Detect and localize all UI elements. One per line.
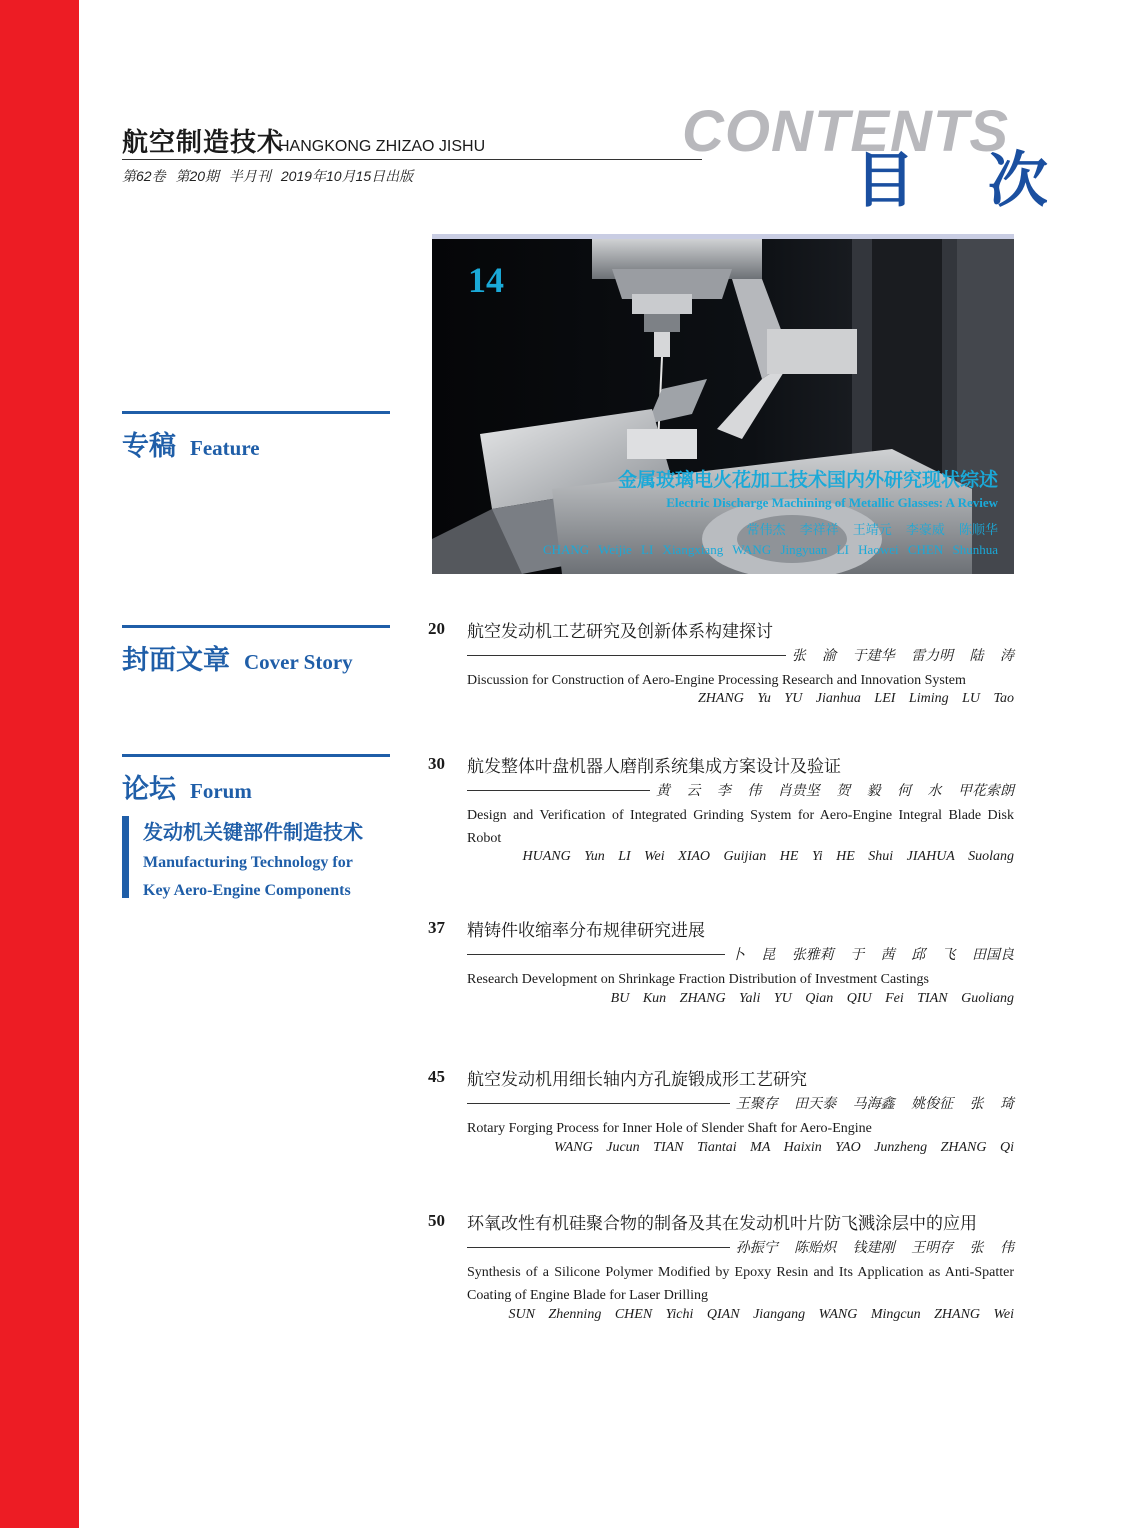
forum-sub-en-2: Key Aero-Engine Components bbox=[143, 882, 351, 899]
leader-line bbox=[467, 1247, 730, 1248]
article-page-number: 30 bbox=[428, 754, 445, 773]
forum-subsection bbox=[122, 816, 363, 898]
section-cover-story bbox=[122, 625, 390, 677]
article-page-number: 45 bbox=[428, 1067, 445, 1086]
section-feature-en: Feature bbox=[190, 436, 260, 460]
cover-authors-cn: 常伟杰 李祥祥 王靖元 李豪威 陈顺华 bbox=[746, 523, 998, 538]
cover-title-en[interactable]: Electric Discharge Machining of Metallic Glasses: A Review bbox=[666, 495, 998, 510]
article-title-cn[interactable]: 环氧改性有机硅聚合物的制备及其在发动机叶片防飞溅涂层中的应用 bbox=[467, 1214, 977, 1234]
red-side-bar bbox=[0, 0, 79, 1528]
cover-image[interactable] bbox=[432, 234, 1014, 574]
article-authors-cn: 孙振宁 陈贻炽 钱建刚 王明存 张 伟 bbox=[735, 1240, 1014, 1256]
leader-line bbox=[467, 954, 725, 955]
article-title-en[interactable]: Design and Verification of Integrated Grinding System for Aero-Engine Integral Blade Disk Robot bbox=[467, 808, 1014, 846]
article-title-en[interactable]: Rotary Forging Process for Inner Hole of Slender Shaft for Aero-Engine bbox=[467, 1121, 872, 1136]
journal-title-pinyin: HANGKONG ZHIZAO JISHU bbox=[278, 138, 486, 155]
article-page-number: 37 bbox=[428, 918, 445, 937]
section-forum-en: Forum bbox=[190, 779, 252, 803]
article-authors-en: ZHANG Yu YU Jianhua LEI Liming LU Tao bbox=[698, 691, 1014, 706]
article-authors-en: SUN Zhenning CHEN Yichi QIAN Jiangang WANG Mingcun ZHANG Wei bbox=[508, 1307, 1014, 1322]
article-title-en[interactable]: Discussion for Construction of Aero-Engine Processing Research and Innovation System bbox=[467, 673, 966, 688]
cover-title-cn[interactable]: 金属玻璃电火花加工技术国内外研究现状综述 bbox=[617, 469, 998, 491]
contents-label: CONTENTS bbox=[682, 99, 1009, 164]
article-authors-en: BU Kun ZHANG Yali YU Qian QIU Fei TIAN Guoliang bbox=[610, 991, 1014, 1006]
forum-sub-cn: 发动机关键部件制造技术 bbox=[143, 820, 363, 844]
article-title-cn[interactable]: 精铸件收缩率分布规律研究进展 bbox=[467, 921, 705, 941]
article-authors-cn: 黄 云 李 伟 肖贵坚 贺 毅 何 水 甲花索朗 bbox=[655, 783, 1014, 799]
article-title-cn[interactable]: 航空发动机用细长轴内方孔旋锻成形工艺研究 bbox=[467, 1070, 807, 1090]
article-title-en[interactable]: Research Development on Shrinkage Fraction Distribution of Investment Castings bbox=[467, 972, 929, 987]
section-feature-cn: 专稿 bbox=[122, 431, 176, 462]
cover-authors-en: CHANG Weijie LI Xiangxiang WANG Jingyuan LI Haowei CHEN Shunhua bbox=[542, 542, 998, 557]
article-page-number: 50 bbox=[428, 1211, 445, 1230]
leader-line bbox=[467, 655, 786, 656]
article-authors-cn: 卜 昆 张雅莉 于 茜 邱 飞 田国良 bbox=[730, 947, 1014, 963]
leader-line bbox=[467, 1103, 730, 1104]
section-forum bbox=[122, 754, 390, 806]
section-cover-story-en: Cover Story bbox=[244, 650, 353, 674]
article-title-en[interactable]: Synthesis of a Silicone Polymer Modified by Epoxy Resin and Its Application as Anti-Spatter Coating of Engine Blade for Laser Drilling bbox=[467, 1265, 1014, 1303]
cover-page-number: 14 bbox=[468, 260, 504, 300]
section-feature bbox=[122, 411, 390, 463]
article-title-cn[interactable]: 航空发动机工艺研究及创新体系构建探讨 bbox=[467, 622, 773, 642]
section-forum-cn: 论坛 bbox=[122, 774, 176, 805]
forum-sub-en-1: Manufacturing Technology for bbox=[143, 854, 353, 871]
masthead-divider bbox=[122, 159, 702, 160]
mulu-label: 目 次 bbox=[855, 146, 1074, 216]
article-title-cn[interactable]: 航发整体叶盘机器人磨削系统集成方案设计及验证 bbox=[467, 757, 841, 777]
article-authors-cn: 王聚存 田天泰 马海鑫 姚俊征 张 琦 bbox=[735, 1096, 1014, 1112]
issue-line: 第62卷 第20期 半月刊 2019年10月15日出版 bbox=[122, 168, 414, 184]
article-authors-cn: 张 渝 于建华 雷力明 陆 涛 bbox=[791, 648, 1014, 664]
article-authors-en: WANG Jucun TIAN Tiantai MA Haixin YAO Junzheng ZHANG Qi bbox=[554, 1140, 1014, 1155]
journal-title-cn: 航空制造技术 bbox=[122, 128, 285, 158]
section-cover-story-cn: 封面文章 bbox=[122, 645, 230, 676]
leader-line bbox=[467, 790, 650, 791]
article-authors-en: HUANG Yun LI Wei XIAO Guijian HE Yi HE Shui JIAHUA Suolang bbox=[522, 849, 1014, 864]
article-page-number: 20 bbox=[428, 619, 445, 638]
